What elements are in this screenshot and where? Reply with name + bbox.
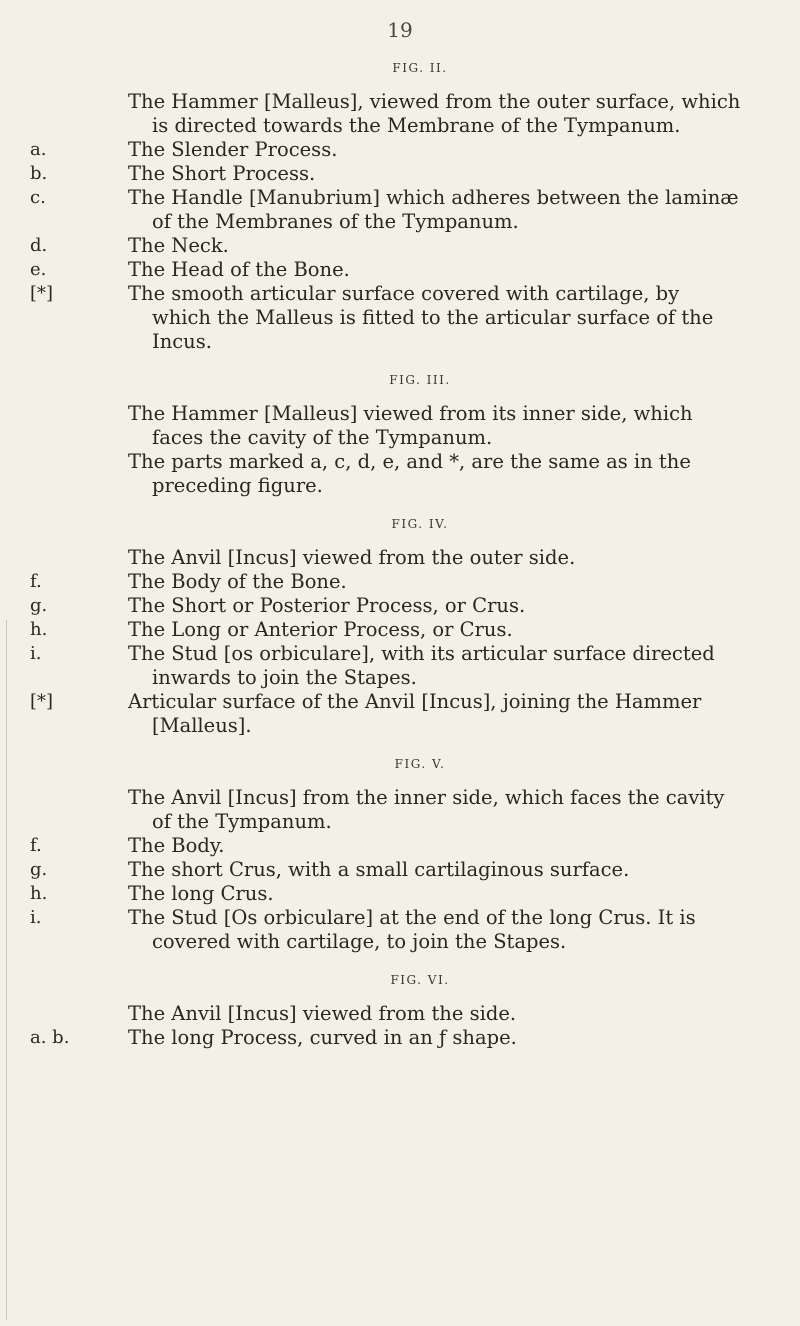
legend-letter: d. — [30, 235, 48, 256]
figure-2-intro: The Hammer [Malleus], viewed from the outer surface, which is directed towards the Membrane of the Tympanum. — [128, 90, 741, 137]
legend-entry — [30, 858, 738, 882]
legend-letter: a. — [30, 139, 47, 160]
legend-entry — [30, 234, 738, 258]
legend-text: The Slender Process. — [128, 138, 338, 161]
figure-5-heading: FIG. V. — [394, 757, 446, 771]
legend-text: The Short or Posterior Process, or Crus. — [128, 594, 526, 617]
figure-4-section — [0, 514, 800, 738]
page-edge-shadow — [6, 620, 7, 1320]
figure-6-section — [0, 970, 800, 1050]
legend-entry — [30, 834, 738, 858]
legend-letter: g. — [30, 859, 48, 880]
figure-6-intro: The Anvil [Incus] viewed from the side. — [128, 1002, 517, 1025]
legend-letter: f. — [30, 835, 42, 856]
figure-6-heading: FIG. VI. — [390, 973, 450, 987]
legend-entry — [30, 906, 744, 954]
legend-text: Articular surface of the Anvil [Incus], joining the Hammer [Malleus]. — [128, 690, 702, 737]
figure-5-section — [0, 754, 800, 954]
legend-text: The Short Process. — [128, 162, 316, 185]
legend-entry — [30, 258, 738, 282]
legend-letter: i. — [30, 907, 42, 928]
legend-entry — [30, 1026, 738, 1050]
legend-entry — [30, 618, 738, 642]
legend-entry — [30, 570, 738, 594]
legend-text: The long Crus. — [128, 882, 274, 905]
page-number: 19 — [387, 18, 413, 42]
legend-letter: i. — [30, 643, 42, 664]
legend-text: The Head of the Bone. — [128, 258, 350, 281]
legend-entry — [30, 690, 744, 738]
legend-letter: h. — [30, 883, 48, 904]
legend-entry — [30, 138, 738, 162]
legend-text: The Handle [Manubrium] which adheres between the laminæ of the Membranes of the Tympanum. — [128, 186, 739, 233]
legend-letter: h. — [30, 619, 48, 640]
figure-3-heading: FIG. III. — [389, 373, 451, 387]
legend-letter: g. — [30, 595, 48, 616]
legend-entry — [30, 882, 738, 906]
figure-2-section — [0, 58, 800, 354]
legend-text: The Long or Anterior Process, or Crus. — [128, 618, 513, 641]
legend-letter: c. — [30, 187, 46, 208]
figure-4-heading: FIG. IV. — [391, 517, 449, 531]
figure-2-heading: FIG. II. — [392, 61, 448, 75]
page-body — [0, 58, 800, 1050]
figure-3-note: The parts marked a, c, d, e, and *, are the same as in the preceding figure. — [128, 450, 691, 497]
legend-text: The Body. — [128, 834, 225, 857]
figure-3-section — [0, 370, 800, 498]
legend-letter: f. — [30, 571, 42, 592]
legend-text: The Stud [os orbiculare], with its articular surface directed inwards to join the Stapes. — [128, 642, 715, 689]
legend-entry — [30, 282, 744, 354]
legend-letter: a. b. — [30, 1027, 70, 1048]
legend-letter: b. — [30, 163, 48, 184]
legend-letter: e. — [30, 259, 47, 280]
figure-3-intro: The Hammer [Malleus] viewed from its inner side, which faces the cavity of the Tympanum. — [128, 402, 693, 449]
figure-5-intro: The Anvil [Incus] from the inner side, which faces the cavity of the Tympanum. — [128, 786, 725, 833]
legend-text: The Stud [Os orbiculare] at the end of the long Crus. It is covered with cartilage, to join the Stapes. — [128, 906, 696, 953]
legend-letter: [*] — [30, 283, 54, 304]
legend-text: The smooth articular surface covered with cartilage, by which the Malleus is fitted to the articular surface of the Incus. — [128, 282, 714, 353]
legend-text: The Neck. — [128, 234, 229, 257]
legend-text: The short Crus, with a small cartilaginous surface. — [128, 858, 630, 881]
legend-entry — [30, 594, 738, 618]
legend-letter: [*] — [30, 691, 54, 712]
legend-text: The Body of the Bone. — [128, 570, 347, 593]
legend-entry — [30, 162, 738, 186]
legend-text: The long Process, curved in an ƒ shape. — [128, 1026, 517, 1049]
legend-entry — [30, 642, 744, 690]
legend-entry — [30, 186, 744, 234]
figure-4-intro: The Anvil [Incus] viewed from the outer side. — [128, 546, 576, 569]
